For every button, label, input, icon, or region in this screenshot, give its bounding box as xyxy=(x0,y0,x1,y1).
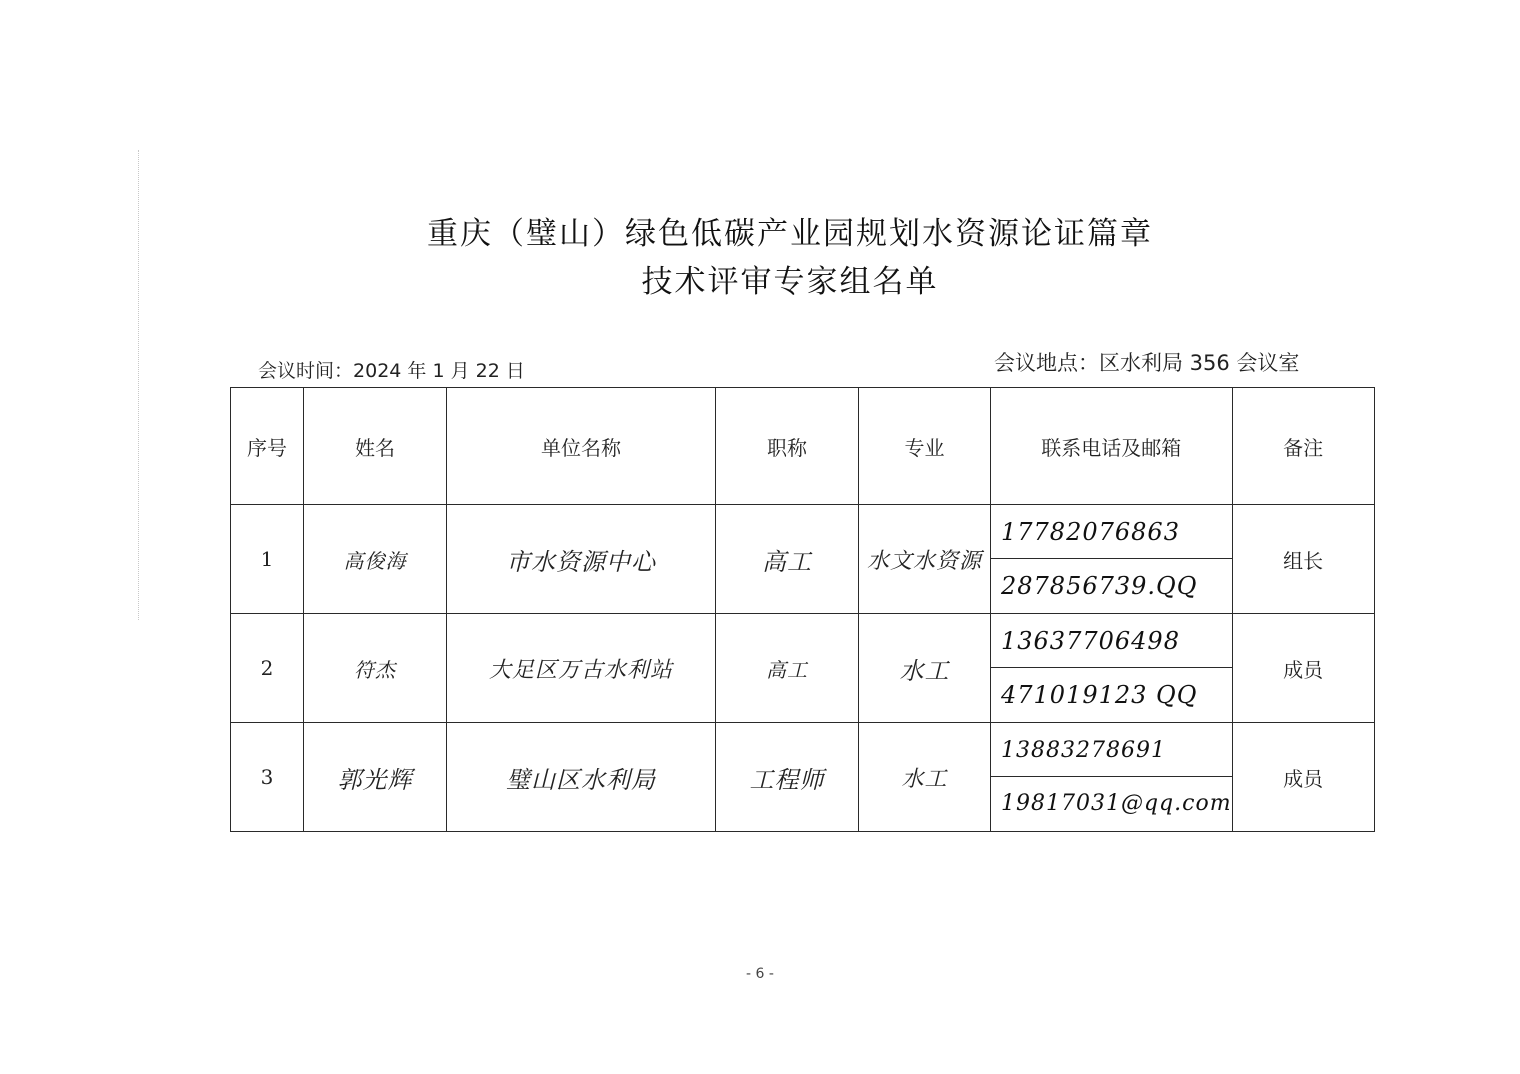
row-major: 水工 xyxy=(859,614,991,723)
row-email: 19817031@qq.com xyxy=(1001,791,1232,816)
table-row xyxy=(231,614,1375,723)
meeting-time xyxy=(258,356,525,383)
document-title: 重庆（璧山）绿色低碳产业园规划水资源论证篇章 xyxy=(427,216,1153,252)
header-cell-name: 姓名 xyxy=(304,388,447,505)
meeting-time-label: 会议时间： xyxy=(258,360,354,382)
row-name-signature: 高俊海 xyxy=(304,505,447,614)
row-title: 高工 xyxy=(716,614,859,723)
row-contact xyxy=(991,614,1233,723)
row-name-signature: 符杰 xyxy=(304,614,447,723)
row-unit: 市水资源中心 xyxy=(447,505,716,614)
row-unit: 大足区万古水利站 xyxy=(447,614,716,723)
table-row xyxy=(231,505,1375,614)
row-email: 287856739.QQ xyxy=(1001,571,1198,600)
row-unit: 璧山区水利局 xyxy=(447,723,716,832)
row-email: 471019123 QQ xyxy=(1001,680,1198,709)
row-phone: 13637706498 xyxy=(991,615,1232,668)
header-cell-title: 职称 xyxy=(716,388,859,505)
meeting-place-label: 会议地点： xyxy=(994,351,1099,375)
page-number: - 6 - xyxy=(746,966,774,982)
meeting-place-value: 区水利局 356 会议室 xyxy=(1099,351,1300,375)
row-seq: 2 xyxy=(231,614,304,723)
row-seq: 1 xyxy=(231,505,304,614)
table-header-row xyxy=(231,388,1375,505)
row-major: 水工 xyxy=(859,723,991,832)
row-contact xyxy=(991,723,1233,832)
row-remark: 成员 xyxy=(1232,614,1374,723)
header-cell-major: 专业 xyxy=(859,388,991,505)
header-cell-contact: 联系电话及邮箱 xyxy=(991,388,1233,505)
row-remark: 组长 xyxy=(1232,505,1374,614)
meeting-place xyxy=(994,347,1299,377)
expert-roster-table xyxy=(230,387,1375,832)
meeting-time-value: 2024 年 1 月 22 日 xyxy=(353,360,525,382)
document-subtitle: 技术评审专家组名单 xyxy=(641,264,939,300)
row-name-signature: 郭光辉 xyxy=(304,723,447,832)
row-contact xyxy=(991,505,1233,614)
header-cell-remark: 备注 xyxy=(1232,388,1374,505)
row-major: 水文水资源 xyxy=(859,505,991,614)
header-cell-unit: 单位名称 xyxy=(447,388,716,505)
row-phone: 17782076863 xyxy=(991,506,1232,559)
row-title: 工程师 xyxy=(716,723,859,832)
row-remark: 成员 xyxy=(1232,723,1374,832)
header-cell-seq: 序号 xyxy=(231,388,304,505)
row-phone: 13883278691 xyxy=(991,724,1232,777)
table-row xyxy=(231,723,1375,832)
row-title: 高工 xyxy=(716,505,859,614)
row-seq: 3 xyxy=(231,723,304,832)
